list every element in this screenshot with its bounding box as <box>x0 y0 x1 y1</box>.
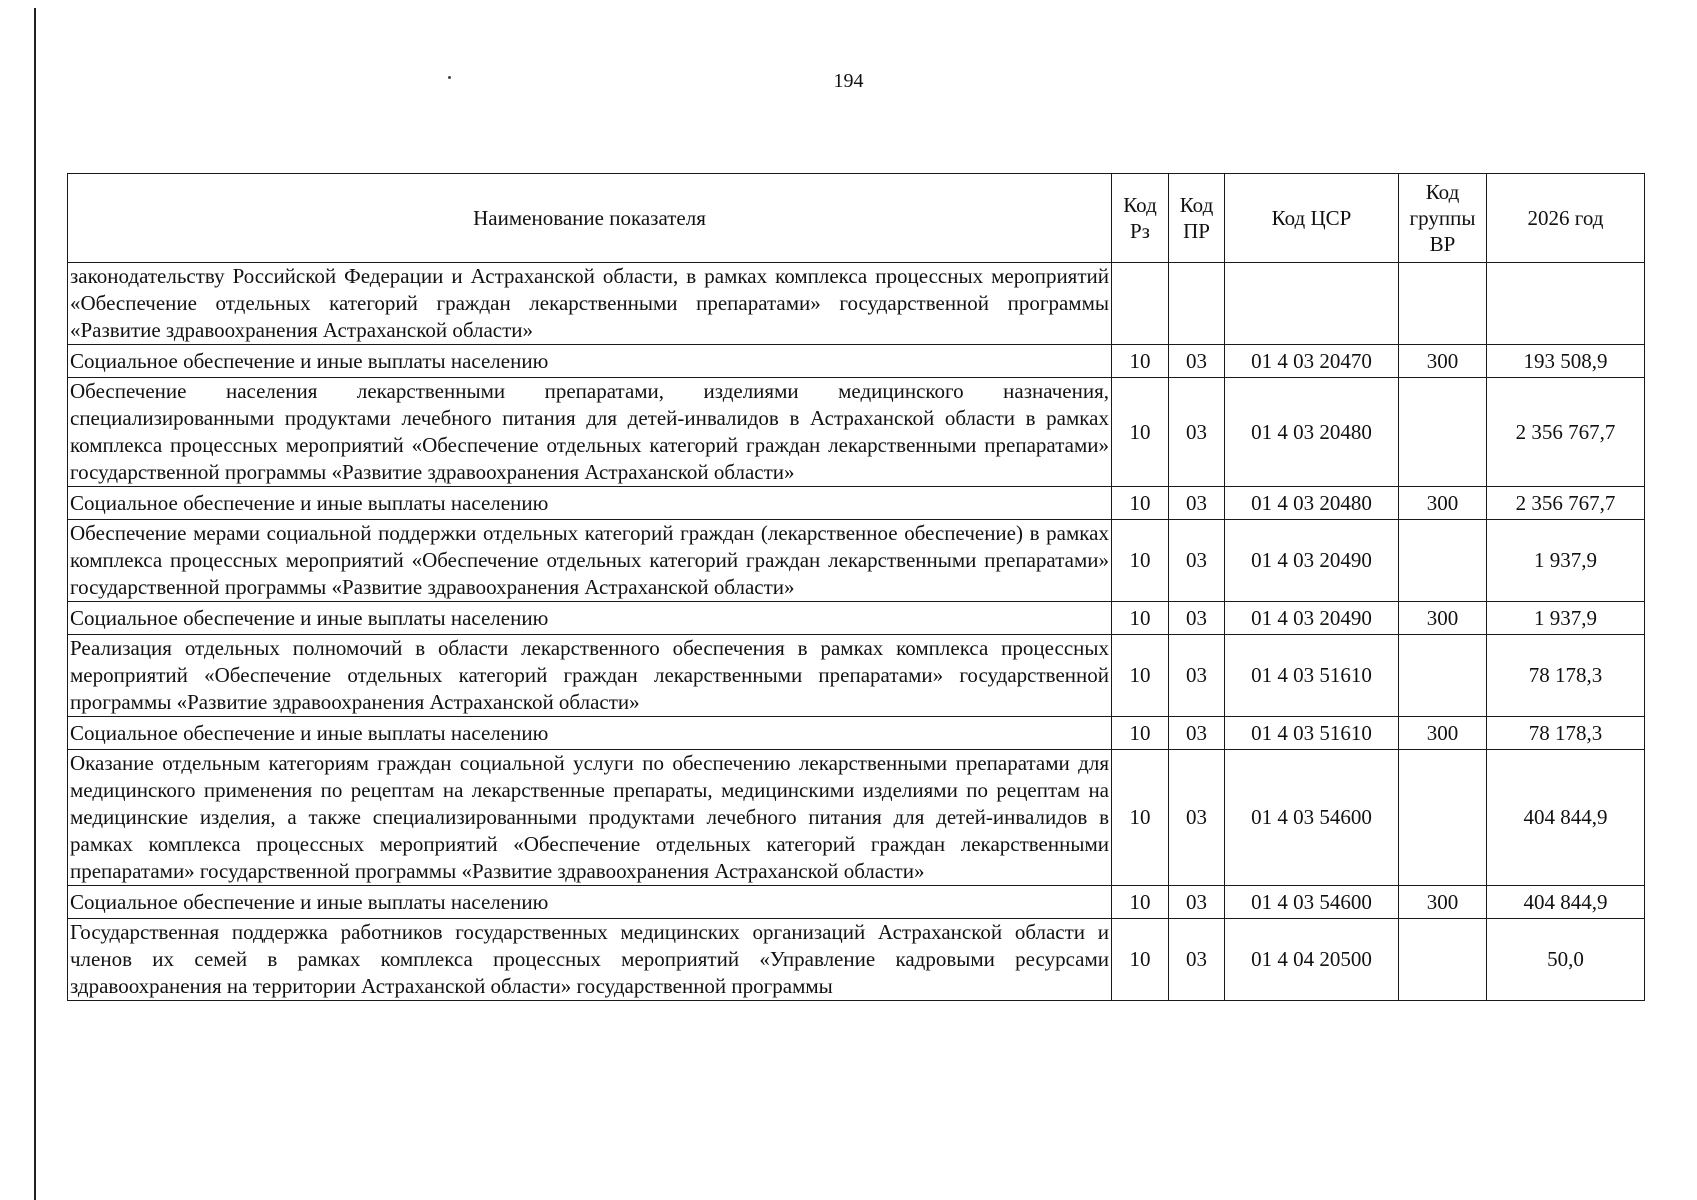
row-vr <box>1399 263 1487 345</box>
row-rz: 10 <box>1112 602 1169 635</box>
row-csr: 01 4 03 20490 <box>1225 520 1399 602</box>
row-sum: 78 178,3 <box>1487 717 1645 750</box>
row-csr: 01 4 03 54600 <box>1225 750 1399 886</box>
table-row <box>68 345 1645 378</box>
row-csr: 01 4 03 51610 <box>1225 717 1399 750</box>
table-row <box>68 487 1645 520</box>
row-pr <box>1169 263 1225 345</box>
table-row <box>68 919 1645 1001</box>
row-pr: 03 <box>1169 487 1225 520</box>
row-csr: 01 4 03 20480 <box>1225 487 1399 520</box>
table-row <box>68 635 1645 717</box>
row-pr: 03 <box>1169 750 1225 886</box>
row-pr: 03 <box>1169 919 1225 1001</box>
row-vr <box>1399 520 1487 602</box>
row-name: Обеспечение населения лекарственными препаратами, изделиями медицинского назначения, специализированными продуктами лечебного питания для детей-инвалидов в Астраханской области в рамках комплекса процессных мероприятий «Обеспечение отдельных категорий граждан лекарственными препаратами» государственной программы «Развитие здравоохранения Астраханской области» <box>68 378 1112 487</box>
table-row <box>68 602 1645 635</box>
page-number-container <box>0 70 1697 93</box>
row-rz: 10 <box>1112 487 1169 520</box>
header-csr: Код ЦСР <box>1225 174 1399 263</box>
header-vr: Код группы ВР <box>1399 174 1487 263</box>
row-vr: 300 <box>1399 345 1487 378</box>
row-pr: 03 <box>1169 635 1225 717</box>
row-pr: 03 <box>1169 345 1225 378</box>
header-rz: Код Рз <box>1112 174 1169 263</box>
row-pr: 03 <box>1169 717 1225 750</box>
table-row <box>68 717 1645 750</box>
row-vr: 300 <box>1399 717 1487 750</box>
row-name: Обеспечение мерами социальной поддержки отдельных категорий граждан (лекарственное обеспечение) в рамках комплекса процессных мероприятий «Обеспечение отдельных категорий граждан лекарственными препаратами» государственной программы «Развитие здравоохранения Астраханской области» <box>68 520 1112 602</box>
row-csr: 01 4 04 20500 <box>1225 919 1399 1001</box>
row-name: Социальное обеспечение и иные выплаты населению <box>68 886 1112 919</box>
row-sum: 78 178,3 <box>1487 635 1645 717</box>
row-rz: 10 <box>1112 886 1169 919</box>
row-csr: 01 4 03 20480 <box>1225 378 1399 487</box>
row-rz: 10 <box>1112 919 1169 1001</box>
row-csr: 01 4 03 54600 <box>1225 886 1399 919</box>
row-pr: 03 <box>1169 886 1225 919</box>
row-name: Социальное обеспечение и иные выплаты населению <box>68 717 1112 750</box>
row-name: Социальное обеспечение и иные выплаты населению <box>68 602 1112 635</box>
row-rz: 10 <box>1112 750 1169 886</box>
table-row <box>68 886 1645 919</box>
row-csr <box>1225 263 1399 345</box>
row-name: Реализация отдельных полномочий в области лекарственного обеспечения в рамках комплекса процессных мероприятий «Обеспечение отдельных категорий граждан лекарственными препаратами» государственной программы «Развитие здравоохранения Астраханской области» <box>68 635 1112 717</box>
row-sum <box>1487 263 1645 345</box>
row-vr <box>1399 378 1487 487</box>
row-vr: 300 <box>1399 487 1487 520</box>
row-sum: 2 356 767,7 <box>1487 487 1645 520</box>
row-csr: 01 4 03 20470 <box>1225 345 1399 378</box>
budget-table <box>67 173 1645 1001</box>
row-vr <box>1399 635 1487 717</box>
header-name: Наименование показателя <box>68 174 1112 263</box>
row-name: законодательству Российской Федерации и Астраханской области, в рамках комплекса процессных мероприятий «Обеспечение отдельных категорий граждан лекарственными препаратами» государственной программы «Развитие здравоохранения Астраханской области» <box>68 263 1112 345</box>
table-row <box>68 263 1645 345</box>
row-rz: 10 <box>1112 378 1169 487</box>
row-pr: 03 <box>1169 520 1225 602</box>
header-year: 2026 год <box>1487 174 1645 263</box>
row-csr: 01 4 03 51610 <box>1225 635 1399 717</box>
row-name: Государственная поддержка работников государственных медицинских организаций Астраханской области и членов их семей в рамках комплекса процессных мероприятий «Управление кадровыми ресурсами здравоохранения на территории Астраханской области» государственной программы <box>68 919 1112 1001</box>
row-sum: 404 844,9 <box>1487 750 1645 886</box>
page-edge-line <box>34 8 36 1200</box>
row-pr: 03 <box>1169 378 1225 487</box>
table-row <box>68 750 1645 886</box>
row-rz <box>1112 263 1169 345</box>
row-sum: 50,0 <box>1487 919 1645 1001</box>
table-header-row <box>68 174 1645 263</box>
row-name: Социальное обеспечение и иные выплаты населению <box>68 487 1112 520</box>
row-vr <box>1399 919 1487 1001</box>
row-name: Социальное обеспечение и иные выплаты населению <box>68 345 1112 378</box>
row-rz: 10 <box>1112 345 1169 378</box>
row-sum: 193 508,9 <box>1487 345 1645 378</box>
row-vr: 300 <box>1399 602 1487 635</box>
row-sum: 1 937,9 <box>1487 520 1645 602</box>
row-pr: 03 <box>1169 602 1225 635</box>
page-number: 194 <box>833 70 864 92</box>
row-sum: 404 844,9 <box>1487 886 1645 919</box>
row-sum: 1 937,9 <box>1487 602 1645 635</box>
row-vr: 300 <box>1399 886 1487 919</box>
row-csr: 01 4 03 20490 <box>1225 602 1399 635</box>
row-vr <box>1399 750 1487 886</box>
row-sum: 2 356 767,7 <box>1487 378 1645 487</box>
row-rz: 10 <box>1112 635 1169 717</box>
header-pr: Код ПР <box>1169 174 1225 263</box>
row-rz: 10 <box>1112 717 1169 750</box>
table-row <box>68 520 1645 602</box>
table-row <box>68 378 1645 487</box>
row-name: Оказание отдельным категориям граждан социальной услуги по обеспечению лекарственными препаратами для медицинского применения по рецептам на лекарственные препараты, медицинскими изделиями по рецептам на медицинские изделия, а также специализированными продуктами лечебного питания для детей-инвалидов в рамках комплекса процессных мероприятий «Обеспечение отдельных категорий граждан лекарственными препаратами» государственной программы «Развитие здравоохранения Астраханской области» <box>68 750 1112 886</box>
row-rz: 10 <box>1112 520 1169 602</box>
